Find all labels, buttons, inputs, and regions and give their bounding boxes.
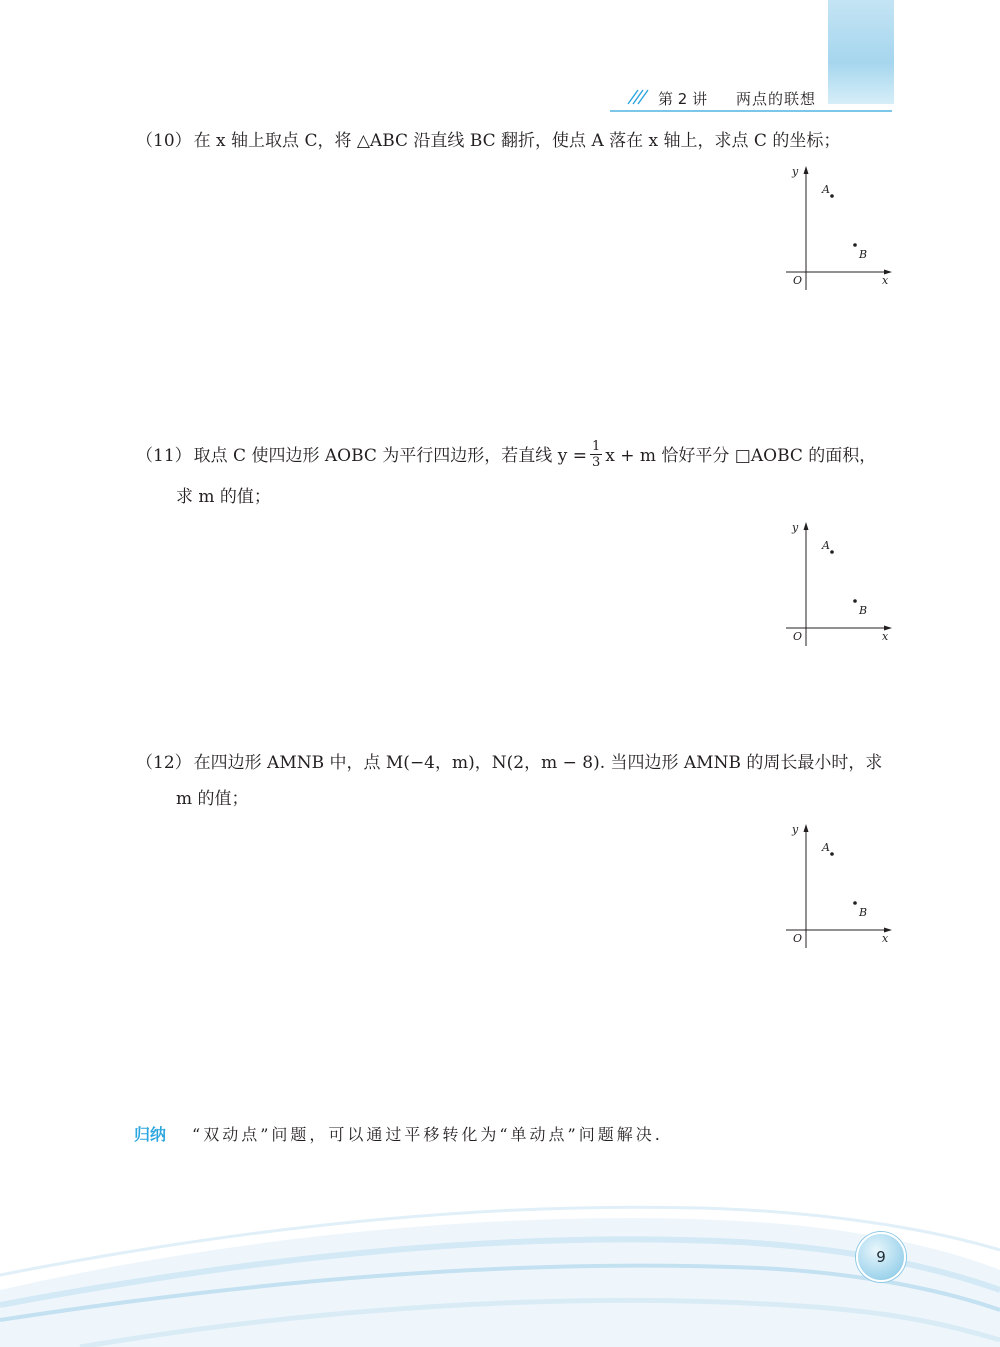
fraction (590, 439, 602, 470)
header-rule (610, 110, 892, 112)
point-b-label: B (859, 604, 868, 617)
coordinate-graph (784, 822, 894, 946)
question-11 (136, 441, 876, 472)
point-b-label: B (859, 248, 868, 261)
origin-label: O (793, 932, 803, 945)
lines-icon (626, 88, 650, 106)
y-axis-label: y (792, 823, 799, 836)
fraction-denominator: 3 (591, 455, 601, 470)
origin-label: O (793, 274, 803, 287)
question-number: （11） (136, 446, 192, 466)
question-12 (136, 752, 882, 774)
fraction-numerator: 1 (591, 439, 601, 454)
question-number: （10） (136, 131, 192, 151)
point-a-label: A (822, 841, 830, 854)
question-text: 求 m 的值； (176, 487, 271, 507)
point-b-label: B (859, 906, 868, 919)
running-header (620, 86, 892, 108)
question-text-continued: x + m 恰好平分 □AOBC 的面积， (605, 446, 877, 466)
y-axis-label: y (792, 521, 799, 534)
question-10 (136, 130, 840, 152)
question-text: m 的值； (176, 789, 249, 809)
coordinate-graph (784, 520, 894, 644)
point-a-label: A (822, 183, 830, 196)
page-number: 9 (876, 1248, 886, 1266)
y-axis-label: y (792, 165, 799, 178)
summary-text: “双动点”问题，可以通过平移转化为“单动点”问题解决. (192, 1125, 663, 1144)
question-12-line-2 (176, 788, 249, 810)
origin-label: O (793, 630, 803, 643)
x-axis-label: x (882, 274, 889, 287)
page-number-badge (856, 1232, 906, 1282)
lecture-topic: 两点的联想 (736, 90, 817, 108)
point-a-label: A (822, 539, 830, 552)
coordinate-graph (784, 164, 894, 288)
question-text: 在 x 轴上取点 C，将 △ABC 沿直线 BC 翻折，使点 A 落在 x 轴上，求点 C 的坐标； (193, 131, 841, 151)
question-text: 在四边形 AMNB 中，点 M(−4，m)，N(2，m − 8). 当四边形 AMNB 的周长最小时，求 (193, 753, 883, 773)
question-number: （12） (136, 753, 192, 773)
summary-note (134, 1122, 663, 1145)
summary-tag: 归纳 (134, 1125, 167, 1144)
lecture-number: 第 2 讲 (658, 90, 708, 108)
decorative-waves (0, 1180, 1000, 1347)
x-axis-label: x (882, 630, 889, 643)
question-text: 取点 C 使四边形 AOBC 为平行四边形，若直线 y = (193, 446, 587, 466)
x-axis-label: x (882, 932, 889, 945)
question-11-line-2 (176, 486, 271, 508)
